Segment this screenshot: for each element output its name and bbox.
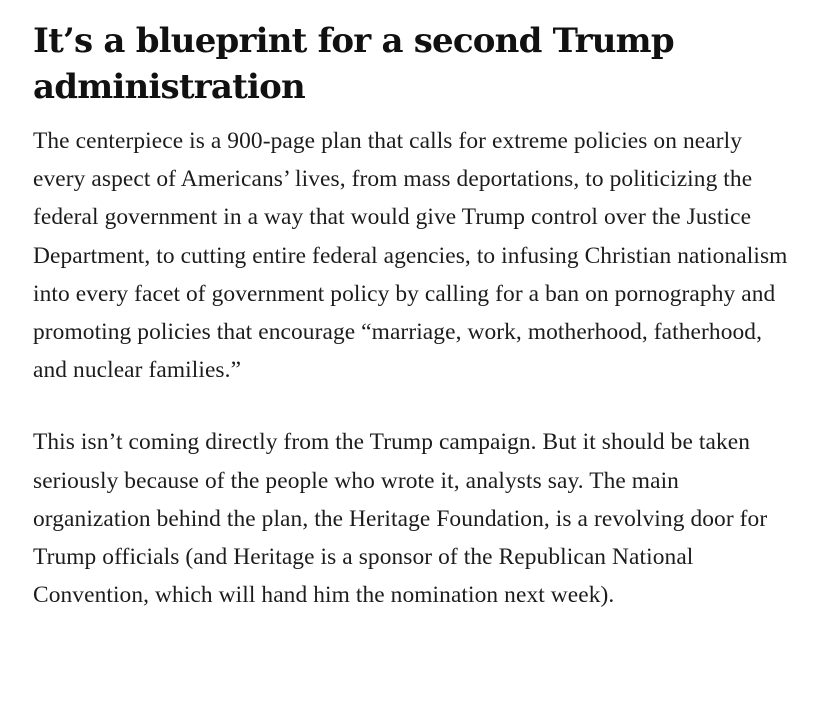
article-paragraph: This isn’t coming directly from the Trump campaign. But it should be taken seriously because of the people who wrote it, analysts say. The main organization behind the plan, the Heritage Foundation, is a revolving door for Trump officials (and Heritage is a sponsor of the Republican National Convention, which will hand him the nomination next week).	[33, 429, 768, 609]
article	[33, 18, 793, 614]
article-paragraph: The centerpiece is a 900-page plan that calls for extreme policies on nearly every aspect of Americans’ lives, from mass deportations, to politicizing the federal government in a way that would give Trump control over the Justice Department, to cutting entire federal agencies, to infusing Christian nationalism into every facet of government policy by calling for a ban on pornography and promoting policies that encourage “marriage, work, motherhood, fatherhood, and nuclear families.”	[33, 128, 788, 384]
article-headline: It’s a blueprint for a second Trump administration	[33, 21, 674, 107]
